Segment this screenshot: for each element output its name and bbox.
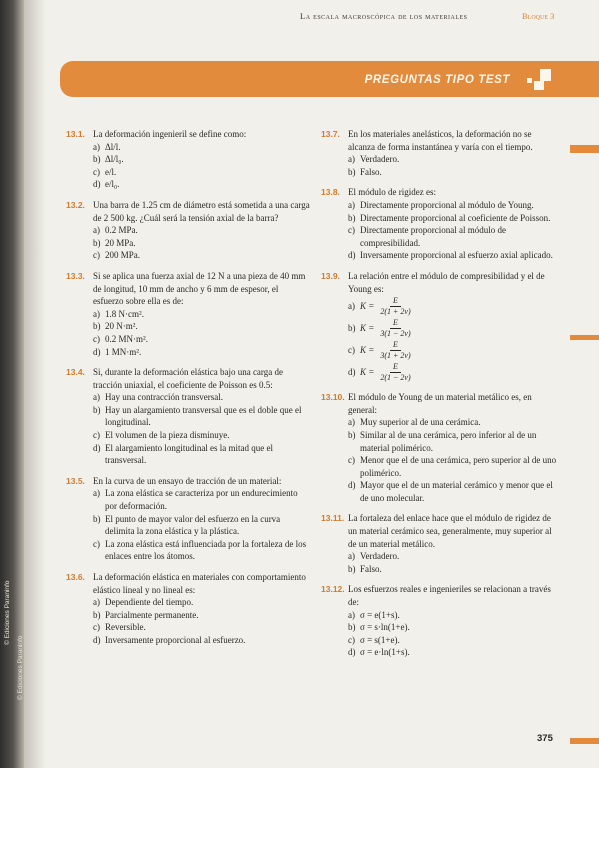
fraction-numerator: E	[390, 296, 401, 307]
answer-option	[93, 178, 310, 191]
question-number: 13.11.	[321, 513, 345, 524]
fraction	[377, 340, 413, 360]
option-text: 1 MN·m².	[105, 346, 142, 357]
question-text: La deformación ingenieril se define como:	[93, 129, 247, 139]
side-accent-bar	[570, 335, 599, 340]
answer-option	[93, 609, 310, 622]
option-letter: b)	[348, 563, 356, 574]
question-text: Una barra de 1.25 cm de diámetro está sometida a una carga de 2 500 kg. ¿Cuál será la tensión axial de la barra?	[93, 199, 310, 223]
option-letter: a)	[93, 488, 100, 499]
option-letter: c)	[348, 225, 355, 236]
side-copyright-2: © Ediciones Paraninfo	[17, 635, 24, 700]
question-block	[321, 270, 559, 383]
option-text: 200 MPa.	[105, 250, 141, 261]
fraction-denominator: 3(1 + 2ν)	[380, 350, 411, 360]
section-banner	[60, 61, 599, 97]
option-text: Verdadero.	[360, 551, 400, 562]
option-text: Inversamente proporcional al esfuerzo axial aplicado.	[360, 250, 553, 261]
fraction-numerator: E	[390, 362, 401, 373]
formula	[360, 340, 414, 360]
banner-logo-icon	[540, 69, 551, 81]
option-text: 0.2 MN·m².	[105, 333, 148, 344]
option-letter: a)	[93, 597, 100, 608]
question-block	[66, 366, 310, 467]
question-text: La fortaleza del enlace hace que el módulo de rigidez de un material cerámico sea, generalmente, muy superior al de un material metálico.	[348, 513, 552, 549]
option-text: Hay un alargamiento transversal que es el doble que el longitudinal.	[105, 404, 302, 428]
answer-option	[348, 479, 559, 504]
answer-option	[93, 308, 310, 321]
formula-option	[348, 339, 559, 361]
question-block	[66, 270, 310, 358]
option-text: Similar al de una cerámica, pero inferior al de un material polimérico.	[360, 429, 537, 453]
question-number: 13.12.	[321, 584, 345, 595]
gutter-shadow	[24, 0, 46, 768]
formula-lhs: K =	[360, 300, 375, 311]
option-letter: a)	[348, 199, 355, 210]
answer-option	[348, 153, 559, 166]
option-text: Parcialmente permanente.	[105, 609, 199, 620]
option-text: 20 N·m².	[105, 321, 138, 332]
formula-lhs: K =	[360, 322, 375, 333]
question-text: En los materiales anelásticos, la deformación no se alcanza de forma instantánea y varía con el tiempo.	[348, 129, 533, 152]
question-block	[321, 128, 559, 178]
option-text: Falso.	[360, 563, 382, 574]
answer-option	[348, 224, 559, 249]
answer-option	[93, 442, 310, 467]
fraction-denominator: 2(1 − 2ν)	[380, 372, 411, 382]
answer-option	[348, 550, 559, 563]
option-letter: c)	[93, 538, 100, 549]
answer-option	[93, 404, 310, 429]
option-text: Inversamente proporcional al esfuerzo.	[105, 634, 246, 645]
option-text: Reversible.	[105, 622, 146, 633]
answer-option	[93, 513, 310, 538]
option-letter: d)	[348, 367, 356, 378]
side-accent-bar	[570, 738, 599, 744]
answer-option	[93, 346, 310, 359]
answer-option	[93, 153, 310, 166]
option-letter: c)	[348, 455, 355, 466]
option-letter: b)	[93, 513, 101, 524]
option-text: Directamente proporcional al módulo de Young.	[360, 199, 534, 210]
option-text: Mayor que el de un material cerámico y menor que el de uno molecular.	[360, 480, 553, 503]
answer-option	[348, 166, 559, 179]
option-text: El volumen de la pieza disminuye.	[105, 430, 230, 441]
question-text: El módulo de rigidez es:	[348, 187, 436, 198]
question-number: 13.6.	[66, 572, 85, 582]
option-letter: a)	[348, 551, 355, 562]
answer-option	[93, 141, 310, 154]
option-text: Directamente proporcional al módulo de compresibilidad.	[360, 225, 506, 248]
question-text: La deformación elástica en materiales con comportamiento elástico lineal y no lineal es:	[93, 572, 306, 595]
question-number: 13.3.	[66, 270, 85, 281]
option-letter: a)	[348, 609, 355, 620]
option-text: σ = s·ln(1+e).	[360, 622, 410, 633]
answer-option	[348, 199, 559, 212]
option-text: Menor que el de una cerámica, pero superior al de uno polimérico.	[360, 455, 557, 478]
option-text: e/l.	[105, 166, 117, 177]
answer-option	[93, 538, 310, 563]
option-text: Δl/l.	[105, 141, 121, 152]
option-text: El punto de mayor valor del esfuerzo en la curva delimita la zona elástica y la plástica.	[105, 513, 281, 537]
answer-option	[93, 391, 310, 404]
answer-option	[93, 634, 310, 647]
option-letter: b)	[93, 609, 101, 620]
question-number: 13.9.	[321, 270, 340, 281]
option-text: Hay una contracción transversal.	[105, 392, 223, 403]
option-letter: b)	[348, 166, 356, 177]
option-letter: b)	[93, 404, 101, 415]
answer-option	[93, 596, 310, 609]
formula-lhs: K =	[360, 366, 375, 377]
option-letter: a)	[93, 308, 100, 319]
option-letter: b)	[348, 212, 356, 223]
option-text: 20 MPa.	[105, 237, 136, 248]
answer-option	[93, 224, 310, 237]
running-bloque: Bloque 3	[522, 11, 555, 21]
answer-option	[348, 646, 559, 659]
question-block	[66, 571, 310, 647]
answer-option	[348, 621, 559, 634]
answer-option	[348, 609, 559, 622]
fraction	[377, 362, 413, 382]
option-letter: c)	[348, 345, 355, 356]
option-text: 0.2 MPa.	[105, 225, 138, 236]
answer-option	[348, 416, 559, 429]
option-text: La zona elástica está influenciada por la fortaleza de los enlaces entre los átomos.	[105, 538, 307, 562]
formula-option	[348, 295, 559, 317]
banner-title: PREGUNTAS TIPO TEST	[364, 74, 510, 86]
option-letter: d)	[93, 346, 101, 357]
option-letter: c)	[93, 333, 100, 344]
option-letter: c)	[93, 166, 100, 177]
fraction	[377, 318, 413, 338]
answer-option	[93, 621, 310, 634]
option-text: La zona elástica se caracteriza por un endurecimiento por deformación.	[105, 488, 298, 512]
question-block	[66, 128, 310, 191]
banner-square-icon	[527, 78, 532, 83]
answer-option	[93, 429, 310, 442]
answer-option	[348, 429, 559, 454]
formula-option	[348, 361, 559, 383]
answer-option	[93, 333, 310, 346]
option-text: El alargamiento longitudinal es la mitad que el transversal.	[105, 442, 274, 466]
question-text: En la curva de un ensayo de tracción de un material:	[93, 475, 282, 486]
option-letter: d)	[93, 634, 101, 645]
fraction-numerator: E	[390, 318, 401, 329]
question-text: Si se aplica una fuerza axial de 12 N a una pieza de 40 mm de longitud, 10 mm de ancho y 6 mm de espesor, el esfuerzo sobre ella es de:	[93, 270, 306, 307]
question-block	[321, 512, 559, 575]
option-text: Directamente proporcional al coeficiente de Poisson.	[360, 212, 551, 223]
option-letter: c)	[93, 250, 100, 261]
option-letter: b)	[93, 321, 101, 332]
option-text: 1.8 N·cm².	[105, 308, 144, 319]
question-block	[321, 391, 559, 504]
answer-option	[93, 166, 310, 179]
option-letter: a)	[93, 141, 100, 152]
side-accent-bar	[570, 145, 599, 153]
option-letter: d)	[93, 179, 101, 190]
option-text: Verdadero.	[360, 154, 400, 165]
option-letter: a)	[348, 154, 355, 165]
option-text: Dependiente del tiempo.	[105, 597, 194, 608]
option-text: e/l₀.	[105, 179, 120, 190]
answer-option	[93, 237, 310, 250]
option-letter: a)	[348, 301, 355, 312]
question-number: 13.10.	[321, 392, 345, 403]
question-number: 13.8.	[321, 187, 340, 198]
option-text: Δl/l₀.	[105, 154, 124, 165]
question-number: 13.5.	[66, 475, 85, 486]
option-letter: b)	[348, 622, 356, 633]
answer-option	[93, 487, 310, 512]
answer-option	[348, 212, 559, 225]
answer-option	[348, 634, 559, 647]
question-number: 13.2.	[66, 199, 85, 210]
questions-right-column	[321, 128, 559, 667]
option-letter: a)	[348, 417, 355, 428]
option-letter: d)	[348, 250, 356, 261]
option-letter: c)	[93, 622, 100, 633]
option-letter: b)	[93, 237, 101, 248]
question-number: 13.7.	[321, 129, 340, 139]
option-letter: a)	[93, 225, 100, 236]
formula-lhs: K =	[360, 344, 375, 355]
option-letter: d)	[93, 442, 101, 453]
formula	[360, 296, 414, 316]
page-number: 375	[537, 733, 553, 744]
answer-option	[348, 249, 559, 262]
answer-option	[348, 454, 559, 479]
banner-logo-icon-lower	[534, 81, 544, 90]
question-block	[66, 475, 310, 563]
side-copyright-1: © Ediciones Paraninfo	[4, 580, 11, 645]
question-text: Los esfuerzos reales e ingenieriles se relacionan a través de:	[348, 584, 551, 608]
question-block	[321, 583, 559, 659]
questions-left-column	[66, 128, 310, 655]
question-text: Si, durante la deformación elástica bajo una carga de tracción uniaxial, el coeficiente de Poisson es 0.5:	[93, 367, 284, 390]
option-letter: b)	[348, 429, 356, 440]
fraction	[377, 296, 413, 316]
answer-option	[93, 249, 310, 262]
option-letter: b)	[93, 154, 101, 165]
option-text: Falso.	[360, 166, 382, 177]
option-text: Muy superior al de una cerámica.	[360, 417, 481, 428]
question-number: 13.1.	[66, 129, 85, 139]
option-letter: b)	[348, 323, 356, 334]
answer-option	[93, 320, 310, 333]
question-block	[321, 186, 559, 262]
option-letter: c)	[348, 634, 355, 645]
option-text: σ = e(1+s).	[360, 609, 400, 620]
fraction-denominator: 3(1 − 2ν)	[380, 328, 411, 338]
running-head: La escala macroscópica de los materiales	[300, 11, 468, 21]
formula	[360, 318, 414, 338]
fraction-numerator: E	[390, 340, 401, 351]
answer-option	[348, 563, 559, 576]
formula-option	[348, 317, 559, 339]
question-block	[66, 199, 310, 262]
fraction-denominator: 2(1 + 2ν)	[380, 306, 411, 316]
option-letter: c)	[93, 430, 100, 441]
option-letter: d)	[348, 480, 356, 491]
question-text: La relación entre el módulo de compresibilidad y el de Young es:	[348, 270, 545, 294]
question-text: El módulo de Young de un material metálico es, en general:	[348, 392, 532, 415]
option-text: σ = e·ln(1+s).	[360, 647, 410, 658]
formula	[360, 362, 414, 382]
option-text: σ = s(1+e).	[360, 634, 400, 645]
question-number: 13.4.	[66, 367, 85, 378]
option-letter: a)	[93, 392, 100, 403]
option-letter: d)	[348, 647, 356, 658]
